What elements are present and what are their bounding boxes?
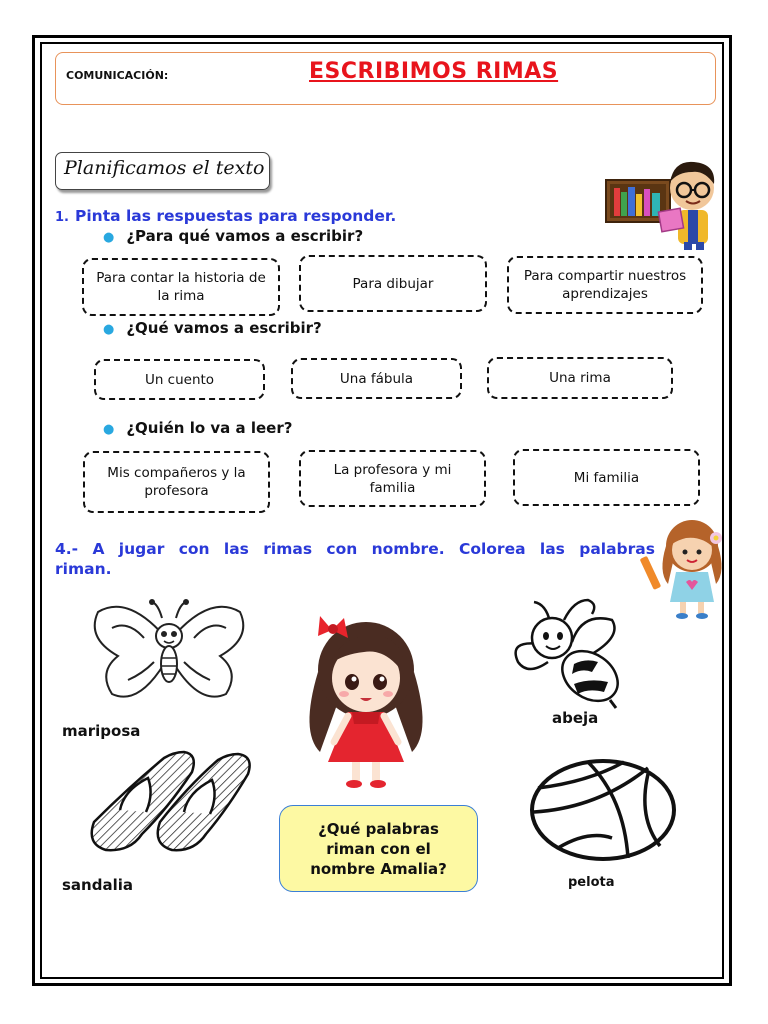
subject-label: COMUNICACIÓN: bbox=[66, 69, 169, 82]
girl-pencil-icon bbox=[640, 512, 732, 620]
boy-reading-icon bbox=[604, 158, 720, 250]
page-title: ESCRIBIMOS RIMAS bbox=[309, 59, 559, 84]
girl-red-dress-icon bbox=[290, 612, 442, 790]
option-what-rhyme[interactable]: Una rima bbox=[487, 357, 673, 399]
question-1: 1. Pinta las respuestas para responder. bbox=[55, 207, 397, 225]
question-who: ● ¿Quién lo va a leer? bbox=[103, 419, 293, 437]
option-purpose-share[interactable]: Para compartir nuestros aprendizajes bbox=[507, 256, 703, 314]
question-4-continued: riman. bbox=[55, 560, 112, 578]
prompt-box: ¿Qué palabras riman con el nombre Amalia? bbox=[279, 805, 478, 892]
ball-icon bbox=[528, 758, 678, 862]
word-mariposa[interactable]: mariposa bbox=[62, 722, 141, 740]
word-pelota[interactable]: pelota bbox=[568, 875, 615, 890]
option-who-classmates[interactable]: Mis compañeros y la profesora bbox=[83, 451, 270, 513]
butterfly-icon bbox=[88, 598, 250, 708]
section-heading: Planificamos el texto bbox=[64, 157, 265, 179]
question-4: 4.- A jugar con las rimas con nombre. Colorea las palabras bbox=[55, 540, 655, 558]
option-what-story[interactable]: Un cuento bbox=[94, 359, 265, 400]
sandals-icon bbox=[88, 748, 256, 856]
option-who-teacher-family[interactable]: La profesora y mi familia bbox=[299, 450, 486, 507]
word-abeja[interactable]: abeja bbox=[552, 709, 599, 727]
option-purpose-draw[interactable]: Para dibujar bbox=[299, 255, 487, 312]
option-what-fable[interactable]: Una fábula bbox=[291, 358, 462, 399]
question-purpose: ● ¿Para qué vamos a escribir? bbox=[103, 227, 364, 245]
option-who-family[interactable]: Mi familia bbox=[513, 449, 700, 506]
word-sandalia[interactable]: sandalia bbox=[62, 876, 133, 894]
bee-icon bbox=[512, 592, 636, 710]
question-what: ● ¿Qué vamos a escribir? bbox=[103, 319, 322, 337]
option-purpose-story[interactable]: Para contar la historia de la rima bbox=[82, 258, 280, 316]
